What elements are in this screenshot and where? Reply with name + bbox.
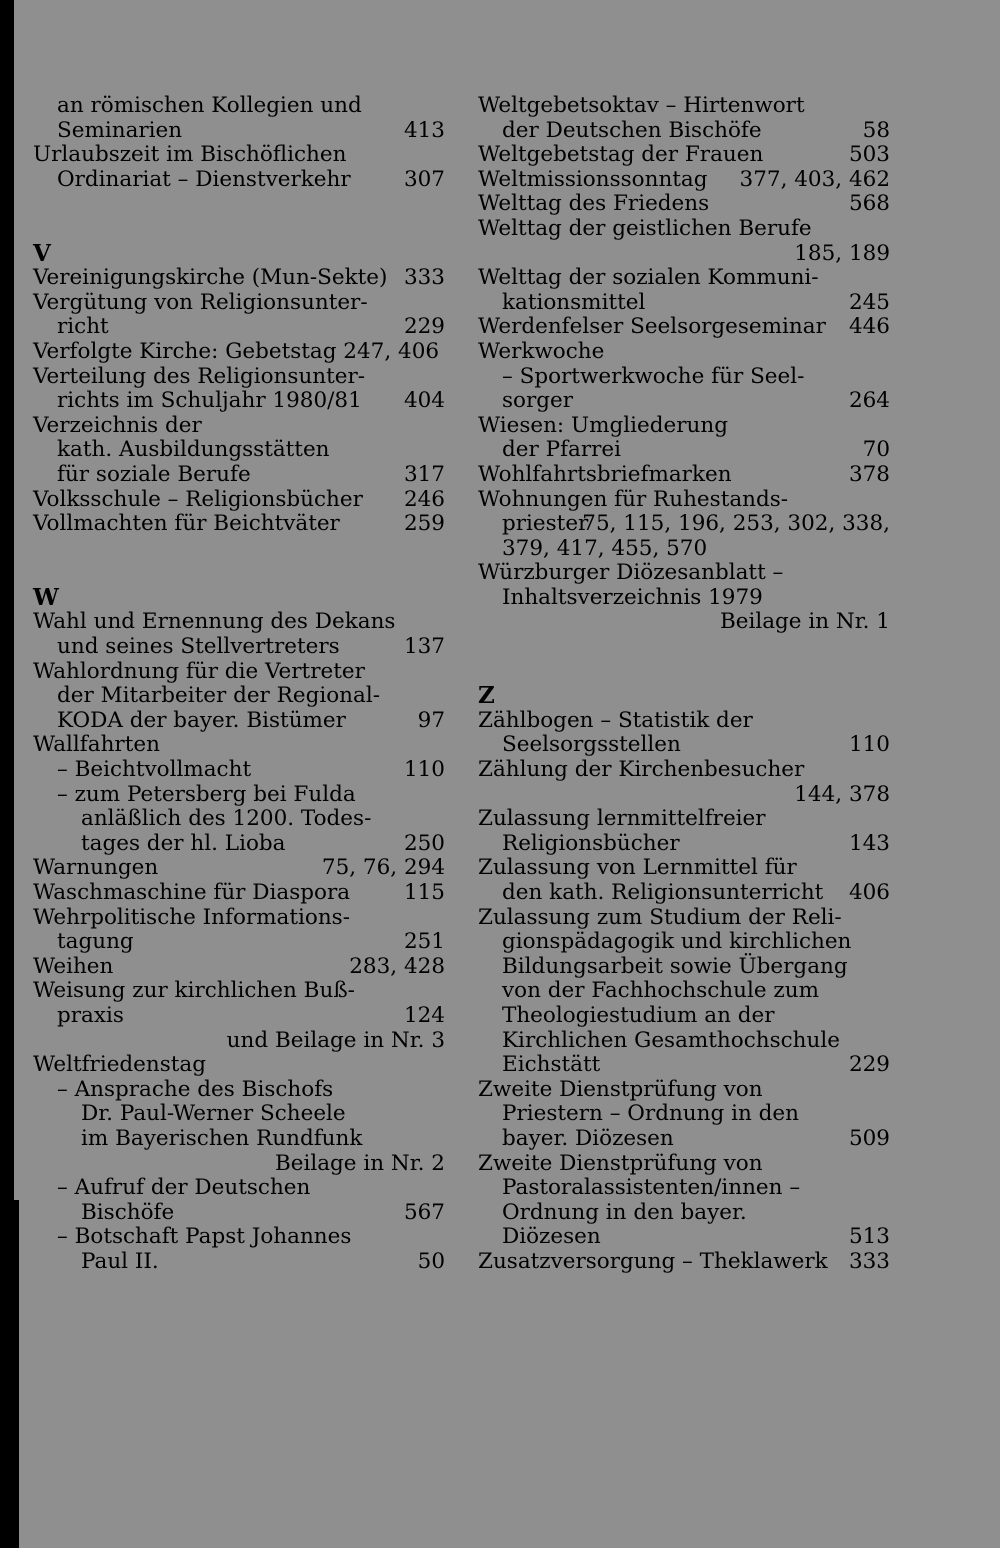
index-entry-line — [33, 119, 445, 144]
entry-text: Weihen — [33, 953, 114, 979]
index-entry-line — [33, 1004, 445, 1029]
index-entry-line — [478, 94, 890, 119]
page-reference: 97 — [417, 707, 445, 733]
section-letter-heading — [33, 239, 445, 267]
page-reference: 245 — [848, 289, 890, 315]
index-entry-line — [478, 463, 890, 488]
entry-text: Zulassung lernmittelfreier — [478, 806, 766, 832]
index-entry-line — [33, 660, 445, 685]
entry-text: Kirchlichen Gesamthochschule — [502, 1027, 840, 1053]
index-entry-line — [33, 1102, 445, 1127]
entry-text: Wallfahrten — [33, 732, 160, 758]
page-reference: 317 — [403, 461, 445, 487]
entry-text: Verzeichnis der — [33, 412, 202, 438]
entry-text: Wehrpolitische Informations- — [33, 904, 350, 930]
index-entry-line — [478, 610, 890, 635]
entry-text: Seminarien — [57, 117, 183, 143]
page-reference: 185, 189 — [794, 240, 890, 266]
page-reference: 446 — [848, 314, 890, 340]
entry-text: Welttag der sozialen Kommuni- — [478, 265, 819, 291]
index-entry-line — [478, 1102, 890, 1127]
entry-text: Bischöfe — [81, 1199, 175, 1225]
index-entry-line — [478, 881, 890, 906]
index-entry-line — [33, 414, 445, 439]
index-entry-line — [33, 340, 445, 365]
page-reference: 50 — [417, 1248, 445, 1274]
entry-text: kationsmittel — [502, 289, 646, 315]
entry-text: Ordinariat – Dienstverkehr — [57, 166, 351, 192]
entry-text: Warnungen — [33, 855, 159, 881]
page-reference: 378 — [848, 461, 890, 487]
entry-text: von der Fachhochschule zum — [502, 978, 819, 1004]
index-entry-line — [33, 1152, 445, 1177]
entry-text: Weisung zur kirchlichen Buß- — [33, 978, 355, 1004]
page-reference: 229 — [403, 314, 445, 340]
index-entry-line — [33, 438, 445, 463]
entry-text: – Beichtvollmacht — [57, 757, 252, 783]
entry-text: Wohnungen für Ruhestands- — [478, 486, 789, 512]
index-entry-line — [33, 906, 445, 931]
entry-text: der Pfarrei — [502, 437, 621, 463]
page-reference: 75, 115, 196, 253, 302, 338, — [582, 511, 890, 537]
index-entry-line — [33, 94, 445, 119]
entry-text: Welttag des Friedens — [478, 191, 710, 217]
page-reference: 143 — [848, 830, 890, 856]
entry-text: Inhaltsverzeichnis 1979 — [502, 584, 763, 610]
index-entry-line — [478, 1152, 890, 1177]
page-reference: und Beilage in Nr. 3 — [226, 1027, 445, 1053]
index-entry-line — [33, 979, 445, 1004]
entry-text: Würzburger Diözesanblatt – — [478, 560, 784, 586]
blank-line — [33, 192, 445, 217]
index-column-left — [33, 94, 445, 1275]
index-entry-line — [478, 119, 890, 144]
index-entry-line — [33, 168, 445, 193]
page-reference: 124 — [403, 1002, 445, 1028]
entry-text: – zum Petersberg bei Fulda — [57, 781, 356, 807]
page-reference: 406 — [848, 880, 890, 905]
page-reference: 115 — [403, 880, 445, 905]
page-reference: 137 — [403, 634, 445, 660]
section-letter: Z — [478, 682, 495, 710]
entry-text: der Mitarbeiter der Regional- — [57, 683, 380, 709]
entry-text: tages der hl. Lioba — [81, 830, 286, 856]
entry-text: Wohlfahrtsbriefmarken — [478, 461, 732, 487]
entry-text: Werkwoche — [478, 338, 605, 364]
entry-text: – Ansprache des Bischofs — [57, 1076, 334, 1102]
page-reference: 75, 76, 294 — [321, 855, 445, 881]
index-entry-line — [478, 143, 890, 168]
index-entry-line — [33, 733, 445, 758]
index-entry-line — [478, 315, 890, 340]
entry-text: Weltgebetstag der Frauen — [478, 142, 764, 168]
index-entry-line — [33, 488, 445, 513]
index-entry-line — [33, 365, 445, 390]
entry-text: 379, 417, 455, 570 — [502, 535, 708, 561]
entry-text: Zulassung von Lernmittel für — [478, 855, 797, 881]
entry-text: Zusatzversorgung – Theklawerk — [478, 1248, 828, 1274]
index-entry-line — [33, 1078, 445, 1103]
page-reference: 333 — [403, 265, 445, 291]
index-entry-line — [478, 561, 890, 586]
entry-text: Bildungsarbeit sowie Übergang — [502, 953, 848, 979]
page-reference: Beilage in Nr. 1 — [719, 609, 890, 635]
entry-text: Diözesen — [502, 1224, 601, 1250]
page-reference: 568 — [848, 191, 890, 217]
entry-text: kath. Ausbildungsstätten — [57, 437, 330, 463]
entry-text: Priestern – Ordnung in den — [502, 1101, 799, 1127]
page-reference: Beilage in Nr. 2 — [274, 1150, 445, 1176]
blank-line — [33, 537, 445, 562]
index-entry-line — [478, 340, 890, 365]
entry-text: bayer. Diözesen — [502, 1125, 674, 1151]
entry-text: tagung — [57, 929, 134, 955]
index-entry-line — [478, 1176, 890, 1201]
entry-text: Verfolgte Kirche: Gebetstag 247, 406 — [33, 338, 440, 364]
entry-text: Zählbogen – Statistik der — [478, 707, 753, 733]
index-entry-line — [478, 1127, 890, 1152]
page-reference: 70 — [862, 437, 890, 463]
entry-text: Waschmaschine für Diaspora — [33, 880, 351, 905]
index-entry-line — [478, 758, 890, 783]
index-entry-line — [33, 856, 445, 881]
page-reference: 229 — [848, 1052, 890, 1078]
section-letter: V — [33, 239, 51, 267]
entry-text: Religionsbücher — [502, 830, 680, 856]
entry-text: sorger — [502, 388, 574, 414]
page-reference: 110 — [848, 732, 890, 758]
index-entry-line — [478, 512, 890, 537]
entry-text: den kath. Religionsunterricht — [502, 880, 824, 905]
index-entry-line — [478, 1201, 890, 1226]
blank-line — [478, 660, 890, 685]
section-letter-heading — [33, 583, 445, 611]
index-entry-line — [33, 635, 445, 660]
index-entry-line — [33, 143, 445, 168]
entry-text: Zählung der Kirchenbesucher — [478, 757, 805, 783]
index-entry-line — [478, 856, 890, 881]
index-entry-line — [33, 684, 445, 709]
section-letter: W — [33, 583, 59, 611]
index-entry-line — [33, 1127, 445, 1152]
index-entry-line — [478, 389, 890, 414]
index-entry-line — [478, 733, 890, 758]
book-spine-shadow-lower — [14, 1200, 19, 1548]
page-reference: 110 — [403, 757, 445, 783]
page-reference: 404 — [403, 388, 445, 414]
page-reference: 58 — [862, 117, 890, 143]
page-reference: 259 — [403, 511, 445, 537]
page-reference: 250 — [403, 830, 445, 856]
index-entry-line — [478, 586, 890, 611]
index-entry-line — [33, 783, 445, 808]
entry-text: – Sportwerkwoche für Seel- — [502, 363, 805, 389]
index-entry-line — [33, 758, 445, 783]
entry-text: im Bayerischen Rundfunk — [81, 1125, 363, 1151]
index-entry-line — [478, 414, 890, 439]
index-entry-line — [478, 488, 890, 513]
entry-text: Dr. Paul-Werner Scheele — [81, 1101, 346, 1127]
entry-text: an römischen Kollegien und — [57, 93, 362, 118]
index-entry-line — [478, 192, 890, 217]
index-entry-line — [33, 512, 445, 537]
page-reference: 503 — [848, 142, 890, 168]
index-entry-line — [33, 389, 445, 414]
entry-text: der Deutschen Bischöfe — [502, 117, 762, 143]
index-entry-line — [478, 930, 890, 955]
entry-text: Vereinigungskirche (Mun-Sekte) — [33, 265, 388, 291]
entry-text: Wiesen: Umgliederung — [478, 412, 728, 438]
index-entry-line — [478, 979, 890, 1004]
index-entry-line — [478, 1004, 890, 1029]
entry-text: Verteilung des Religionsunter- — [33, 363, 366, 389]
entry-text: Vollmachten für Beichtväter — [33, 511, 340, 537]
entry-text: richts im Schuljahr 1980/81 — [57, 388, 362, 414]
index-entry-line — [478, 1225, 890, 1250]
page-reference: 246 — [403, 486, 445, 512]
entry-text: Weltgebetsoktav – Hirtenwort — [478, 93, 805, 118]
entry-text: Werdenfelser Seelsorgeseminar — [478, 314, 826, 340]
page-reference: 413 — [403, 117, 445, 143]
blank-line — [33, 217, 445, 242]
index-entry-line — [33, 1201, 445, 1226]
entry-text: praxis — [57, 1002, 124, 1028]
index-entry-line — [33, 266, 445, 291]
index-entry-line — [33, 1176, 445, 1201]
index-entry-line — [33, 709, 445, 734]
index-entry-line — [478, 906, 890, 931]
entry-text: gionspädagogik und kirchlichen — [502, 929, 852, 955]
page-reference: 567 — [403, 1199, 445, 1225]
entry-text: Wahl und Ernennung des Dekans — [33, 609, 396, 635]
book-spine-shadow — [0, 0, 14, 1548]
page-reference: 513 — [848, 1224, 890, 1250]
entry-text: Volksschule – Religionsbücher — [33, 486, 363, 512]
index-entry-line — [478, 537, 890, 562]
entry-text: Eichstätt — [502, 1052, 601, 1078]
page-reference: 509 — [848, 1125, 890, 1151]
page-reference: 333 — [848, 1248, 890, 1274]
entry-text: Wahlordnung für die Vertreter — [33, 658, 365, 684]
index-entry-line — [478, 807, 890, 832]
index-entry-line — [33, 291, 445, 316]
index-entry-line — [478, 168, 890, 193]
section-letter-heading — [478, 684, 890, 709]
index-entry-line — [33, 832, 445, 857]
entry-text: – Botschaft Papst Johannes — [57, 1224, 352, 1250]
index-entry-line — [33, 315, 445, 340]
page-reference: 251 — [403, 929, 445, 955]
index-entry-line — [33, 881, 445, 906]
entry-text: Welttag der geistlichen Berufe — [478, 215, 812, 241]
index-entry-line — [478, 709, 890, 734]
index-entry-line — [478, 365, 890, 390]
entry-text: Pastoralassistenten/innen – — [502, 1175, 801, 1201]
entry-text: richt — [57, 314, 109, 340]
entry-text: Zweite Dienstprüfung von — [478, 1150, 763, 1176]
index-entry-line — [478, 266, 890, 291]
entry-text: Zulassung zum Studium der Reli- — [478, 904, 842, 930]
page-reference: 264 — [848, 388, 890, 414]
index-entry-line — [478, 1250, 890, 1275]
index-entry-line — [478, 438, 890, 463]
index-column-right — [478, 94, 890, 1275]
index-entry-line — [478, 1053, 890, 1078]
entry-text: Weltfriedenstag — [33, 1052, 207, 1078]
entry-text: priester — [502, 511, 589, 537]
entry-text: Ordnung in den bayer. — [502, 1199, 747, 1225]
index-entry-line — [33, 807, 445, 832]
index-entry-line — [33, 463, 445, 488]
index-entry-line — [478, 242, 890, 267]
entry-text: Theologiestudium an der — [502, 1002, 775, 1028]
entry-text: Zweite Dienstprüfung von — [478, 1076, 763, 1102]
blank-line — [478, 635, 890, 660]
entry-text: KODA der bayer. Bistümer — [57, 707, 346, 733]
index-entry-line — [478, 291, 890, 316]
blank-line — [33, 561, 445, 586]
entry-text: und seines Stellvertreters — [57, 634, 340, 660]
entry-text: anläßlich des 1200. Todes- — [81, 806, 372, 832]
index-entry-line — [478, 217, 890, 242]
index-entry-line — [478, 783, 890, 808]
page-reference: 307 — [403, 166, 445, 192]
entry-text: Seelsorgsstellen — [502, 732, 681, 758]
index-entry-line — [33, 1053, 445, 1078]
entry-text: Vergütung von Religionsunter- — [33, 289, 368, 315]
entry-text: Urlaubszeit im Bischöflichen — [33, 142, 347, 168]
index-entry-line — [478, 1078, 890, 1103]
index-entry-line — [33, 930, 445, 955]
index-entry-line — [478, 1029, 890, 1054]
page-reference: 144, 378 — [794, 781, 890, 807]
page-reference: 283, 428 — [349, 953, 445, 979]
entry-text: Weltmissionssonntag — [478, 166, 708, 192]
page-reference: 377, 403, 462 — [739, 166, 890, 192]
index-entry-line — [478, 832, 890, 857]
index-entry-line — [33, 1029, 445, 1054]
entry-text: für soziale Berufe — [57, 461, 251, 487]
index-entry-line — [33, 610, 445, 635]
entry-text: – Aufruf der Deutschen — [57, 1175, 311, 1201]
index-entry-line — [33, 1250, 445, 1275]
index-entry-line — [33, 1225, 445, 1250]
entry-text: Paul II. — [81, 1248, 159, 1274]
index-entry-line — [478, 955, 890, 980]
index-entry-line — [33, 955, 445, 980]
